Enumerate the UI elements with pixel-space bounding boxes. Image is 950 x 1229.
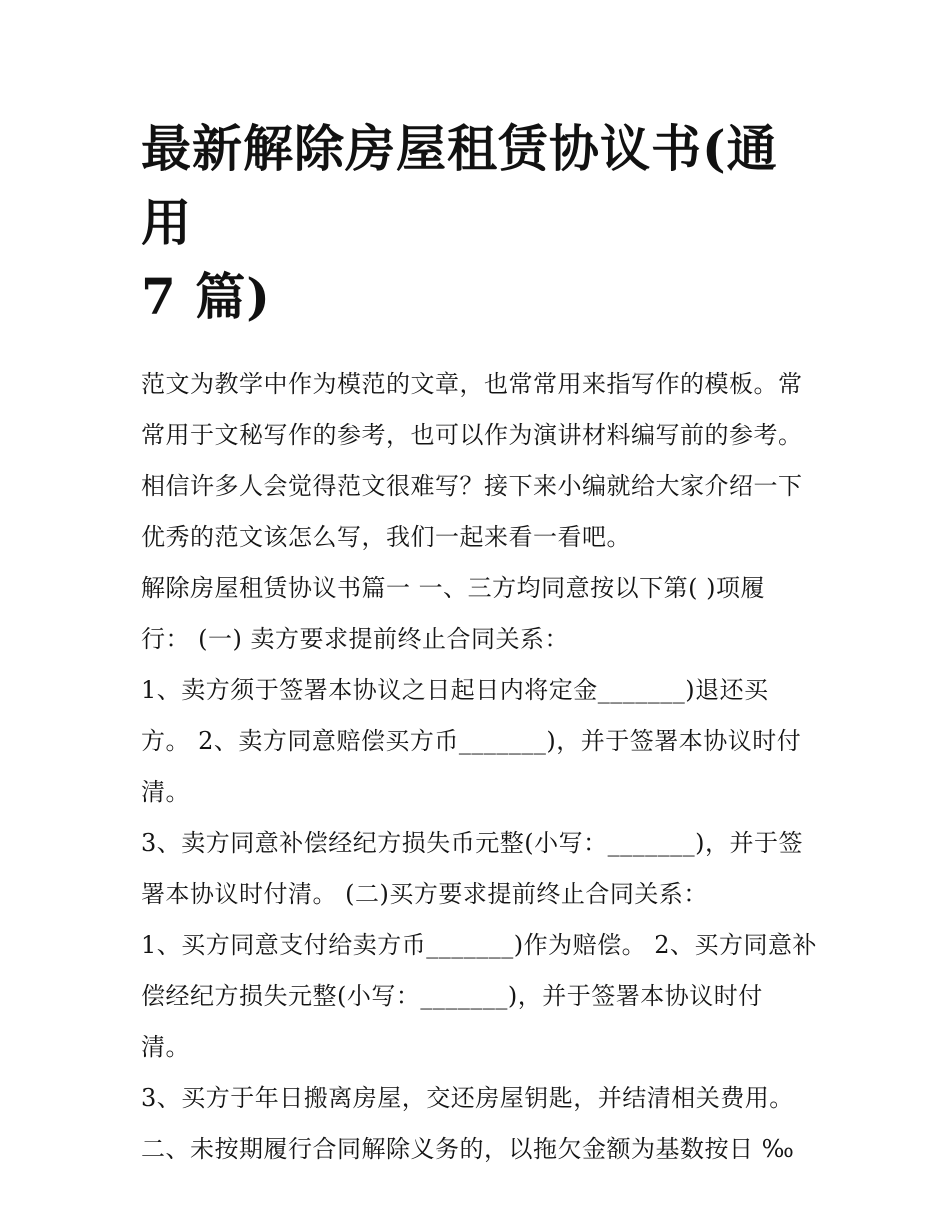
title-line-1: 最新解除房屋租赁协议书(通用 bbox=[141, 119, 778, 252]
body-line: 清。 bbox=[141, 778, 190, 806]
title-line-2: 7 篇) bbox=[141, 267, 271, 326]
body-line: 行： (一) 卖方要求提前终止合同关系： bbox=[141, 625, 569, 653]
body-line: 清。 bbox=[141, 1033, 190, 1061]
body-line: 署本协议时付清。 (二)买方要求提前终止合同关系： bbox=[141, 880, 708, 908]
body-line: 优秀的范文该怎么写，我们一起来看一看吧。 bbox=[141, 523, 631, 551]
body-line: 常用于文秘写作的参考，也可以作为演讲材料编写前的参考。 bbox=[141, 421, 803, 449]
document-page bbox=[141, 112, 821, 1175]
body-line: 相信许多人会觉得范文很难写？接下来小编就给大家介绍一下 bbox=[141, 472, 803, 500]
body-line: 二、未按期履行合同解除义务的，以拖欠金额为基数按日 ‰ bbox=[141, 1135, 795, 1163]
document-body bbox=[141, 359, 821, 1175]
body-line: 1、卖方须于签署本协议之日起日内将定金_______)退还买 bbox=[141, 676, 769, 704]
body-line: 1、买方同意支付给卖方币_______)作为赔偿。 2、买方同意补 bbox=[141, 931, 818, 959]
body-line: 方。 2、卖方同意赔偿买方币_______)，并于签署本协议时付 bbox=[141, 727, 802, 755]
body-line: 3、卖方同意补偿经纪方损失币元整(小写：_______)，并于签 bbox=[141, 829, 803, 857]
body-line: 3、买方于年日搬离房屋，交还房屋钥匙，并结清相关费用。 bbox=[141, 1084, 794, 1112]
document-title bbox=[141, 112, 821, 334]
body-line: 偿经纪方损失元整(小写：_______)，并于签署本协议时付 bbox=[141, 982, 763, 1010]
body-line: 解除房屋租赁协议书篇一 一、三方均同意按以下第( )项履 bbox=[141, 574, 765, 602]
body-line: 范文为教学中作为模范的文章，也常常用来指写作的模板。常 bbox=[141, 370, 803, 398]
